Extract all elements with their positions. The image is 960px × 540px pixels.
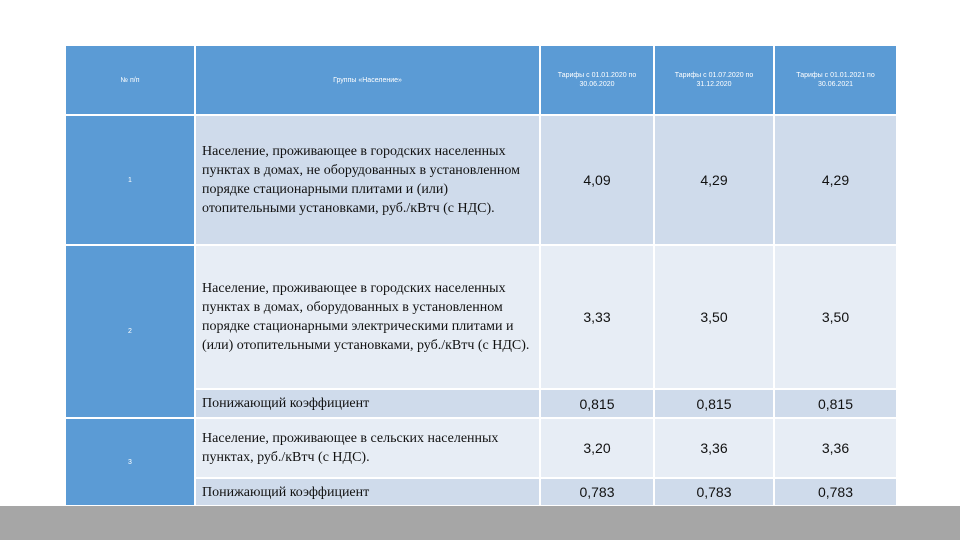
tariff-value: 4,29: [655, 116, 773, 244]
coefficient-value: 0,815: [541, 390, 653, 417]
tariff-table-container: [64, 44, 898, 507]
coefficient-value: 0,815: [775, 390, 896, 417]
coefficient-value: 0,783: [775, 479, 896, 505]
coefficient-label: Понижающий коэффициент: [196, 390, 539, 417]
row-number: 2: [66, 246, 194, 417]
tariff-value: 3,20: [541, 419, 653, 477]
header-group: Группы «Население»: [196, 46, 539, 114]
tariff-table: [64, 44, 898, 507]
row-description: Население, проживающее в городских населенных пунктах в домах, не оборудованных в установленном порядке стационарными плитами и (или) отопительными установками, руб./кВтч (с НДС).: [196, 116, 539, 244]
header-tariff-period-1: Тарифы с 01.01.2020 по 30.06.2020: [541, 46, 653, 114]
tariff-value: 3,36: [775, 419, 896, 477]
header-number: № п/п: [66, 46, 194, 114]
row-description: Население, проживающее в сельских населенных пунктах, руб./кВтч (с НДС).: [196, 419, 539, 477]
tariff-value: 3,33: [541, 246, 653, 388]
table-header-row: [66, 46, 896, 114]
table-row: [66, 419, 896, 477]
tariff-value: 3,50: [655, 246, 773, 388]
tariff-value: 3,36: [655, 419, 773, 477]
table-row: [66, 246, 896, 388]
coefficient-value: 0,783: [541, 479, 653, 505]
bottom-bar: [0, 506, 960, 540]
row-number: 3: [66, 419, 194, 505]
tariff-value: 3,50: [775, 246, 896, 388]
tariff-value: 4,29: [775, 116, 896, 244]
header-tariff-period-2: Тарифы с 01.07.2020 по 31.12.2020: [655, 46, 773, 114]
coefficient-value: 0,815: [655, 390, 773, 417]
table-row: [66, 116, 896, 244]
coefficient-value: 0,783: [655, 479, 773, 505]
row-description: Население, проживающее в городских населенных пунктах в домах, оборудованных в установленном порядке стационарными электрическими плитами и (или) отопительными установками, руб./кВтч (с НДС).: [196, 246, 539, 388]
coefficient-label: Понижающий коэффициент: [196, 479, 539, 505]
tariff-value: 4,09: [541, 116, 653, 244]
header-tariff-period-3: Тарифы с 01.01.2021 по 30.06.2021: [775, 46, 896, 114]
row-number: 1: [66, 116, 194, 244]
